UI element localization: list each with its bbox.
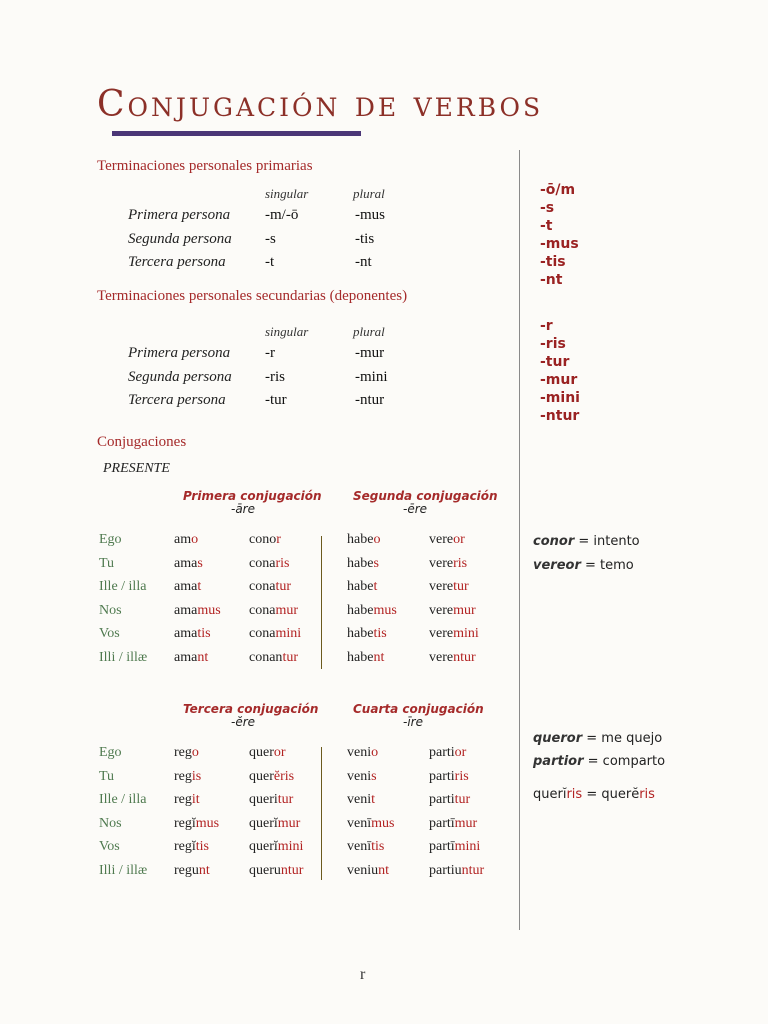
verb-form [174,626,211,642]
verb-ending: tis [197,626,211,641]
primary-plur-2: -tis [355,231,375,247]
right-secondary-ending: -ntur [540,408,580,424]
verb-ending: or [273,745,286,760]
verb-stem: querĭ [249,815,278,831]
right-secondary-ending: -mur [540,372,578,388]
right-secondary-ending: -r [540,318,553,334]
verb-ending: nt [378,862,389,878]
verb-form [347,556,379,572]
verb-ending: mini [454,839,481,854]
conj-1-title: Primera conjugación [183,489,322,503]
verb-stem: veniu [347,862,379,878]
verb-form [429,792,470,808]
verb-form [249,532,281,548]
verb-stem: cona [249,579,276,594]
conj-4-title: Cuarta conjugación [353,702,484,716]
secondary-person-2: Segunda persona [128,369,232,385]
verb-stem: ama [174,649,198,665]
note-term: conor [533,534,575,549]
verb-stem: venī [347,839,372,854]
verb-stem: cona [249,555,276,571]
verb-stem: partī [429,839,455,854]
note-equiv-a-ending: ris [566,787,583,802]
secondary-plural-header: plural [353,324,385,339]
note-equiv-b-stem: querĕ [601,787,640,802]
verb-form [429,745,466,761]
verb-ending: ntur [453,649,476,665]
secondary-sing-2: -ris [265,369,285,385]
verb-ending: nt [197,649,209,665]
verb-form [347,532,380,548]
verb-ending: mur [277,815,301,831]
verb-form [174,792,200,808]
verb-form [249,556,289,572]
verb-form [249,816,300,832]
verb-form [347,816,394,832]
verb-form [347,603,397,619]
verb-form [174,745,199,761]
verb-ending: r [276,532,281,547]
verb-form [174,839,209,855]
verb-stem: cono [249,532,277,547]
verb-ending: s [371,768,377,784]
conjugaciones-heading: Conjugaciones [97,434,187,450]
pronoun-label: Vos [99,839,120,854]
pronoun-label: Vos [99,626,120,641]
verb-form [429,769,469,785]
verb-stem: vere [429,649,454,665]
note-vereor [533,558,634,573]
secondary-sing-1: -r [265,345,275,361]
verb-ending: mus [371,815,395,831]
verb-stem: venī [347,815,372,831]
primary-sing-3: -t [265,254,275,270]
verb-stem: vere [429,555,454,571]
verb-ending: mur [275,602,298,618]
right-secondary-ending: -tur [540,354,570,370]
verb-form [347,863,389,879]
verb-form [174,579,201,595]
verb-stem: queri [249,792,278,807]
page-title: Conjugación de verbos [97,84,544,125]
column-divider [519,150,520,930]
verb-stem: parti [429,745,455,760]
verb-form [249,603,298,619]
primary-plur-3: -nt [355,254,372,270]
verb-stem: habe [347,649,374,665]
primary-sing-2: -s [265,231,276,247]
verb-form [249,650,298,666]
pronoun-label: Illi / illæ [99,649,148,665]
right-primary-ending: -s [540,200,555,216]
verb-ending: it [191,792,200,807]
note-equiv-sign: = [582,787,602,802]
verb-stem: cona [249,626,276,641]
note-equivalence [533,787,655,802]
verb-stem: partiu [429,862,462,878]
primary-plural-header: plural [353,186,385,201]
verb-stem: regĭ [174,815,196,831]
note-meaning: = temo [585,558,634,573]
verb-stem: veni [347,792,372,807]
primary-singular-header: singular [265,186,309,201]
verb-form [347,745,378,761]
verb-ending: tis [195,839,209,854]
verb-form [249,769,294,785]
pronoun-label: Illi / illæ [99,862,148,878]
verb-stem: habe [347,532,374,547]
verb-stem: habe [347,555,374,571]
verb-stem: veni [347,768,372,784]
verb-form [429,816,477,832]
note-term: vereor [533,558,581,573]
verb-ending: s [373,555,379,571]
verb-ending: mini [277,839,304,854]
primary-person-2: Segunda persona [128,231,232,247]
verb-form [249,792,293,808]
verb-ending: tis [371,839,385,854]
verb-ending: mur [453,602,476,618]
conj-2-suffix: -ēre [403,502,428,516]
verb-form [347,839,384,855]
verb-form [429,556,467,572]
secondary-plur-3: -ntur [355,392,385,408]
verb-ending: or [453,532,465,547]
note-meaning: = comparto [587,754,666,769]
secondary-person-1: Primera persona [128,345,231,361]
verb-stem: regĭ [174,839,196,854]
verb-stem: quer [249,745,274,760]
secondary-singular-header: singular [265,324,309,339]
note-partior [533,754,665,769]
verb-stem: cona [249,602,276,618]
verb-ending: mus [197,602,221,618]
verb-form [347,792,375,808]
verb-stem: ama [174,602,198,618]
note-queror [533,731,662,746]
verb-ending: ris [454,768,469,784]
verb-ending: o [371,745,379,760]
verb-ending: ntur [280,862,304,878]
conj-2-title: Segunda conjugación [353,489,498,503]
verb-stem: habe [347,626,374,641]
verb-form [249,745,286,761]
conj-3-suffix: -ĕre [231,715,256,729]
verb-ending: mus [373,602,397,618]
primary-person-3: Tercera persona [128,254,226,270]
verb-ending: o [191,745,199,760]
verb-ending: t [197,579,202,594]
verb-ending: mus [195,815,220,831]
verb-form [429,839,480,855]
verb-stem: queru [249,862,281,878]
verb-ending: tur [453,579,469,594]
verb-ending: is [191,768,202,784]
verb-form [174,556,203,572]
note-equiv-b-ending: ris [639,787,655,802]
verb-stem: reg [174,745,192,760]
verb-stem: veni [347,745,372,760]
verb-form [429,650,476,666]
primary-sing-1: -m/-ō [265,207,299,223]
verb-ending: ntur [461,862,485,878]
verb-stem: parti [429,768,455,784]
pronoun-label: Ille / illa [99,792,147,807]
verb-ending: tur [275,579,291,594]
secondary-endings-heading: Terminaciones personales secundarias (deponentes) [97,288,408,304]
right-primary-ending: -tis [540,254,566,270]
conj-4-suffix: -īre [403,715,423,729]
verb-stem: quer [249,768,274,784]
verb-stem: habe [347,602,374,618]
page-number: r [360,966,366,983]
verb-ending: ĕris [273,768,295,784]
verb-ending: nt [373,649,385,665]
right-secondary-ending: -ris [540,336,566,352]
verb-form [429,532,465,548]
note-meaning: = intento [578,534,640,549]
note-term: partior [533,754,584,769]
verb-ending: tur [282,649,298,665]
verb-ending: mur [454,815,478,831]
verb-ending: tur [277,792,294,807]
verb-form [347,769,377,785]
verb-stem: vere [429,532,454,547]
primary-person-1: Primera persona [128,207,231,223]
pronoun-label: Ille / illa [99,579,147,594]
verb-stem: querĭ [249,839,278,854]
verb-form [174,816,219,832]
verb-stem: ama [174,579,198,594]
note-term: queror [533,731,583,746]
verb-form [174,863,210,879]
verb-stem: vere [429,579,454,594]
verb-form [347,650,384,666]
verb-stem: ama [174,555,198,571]
verb-stem: regu [174,862,199,878]
verb-form [174,769,201,785]
primary-plur-1: -mus [355,207,385,223]
right-secondary-ending: -mini [540,390,580,406]
pronoun-label: Ego [99,745,122,760]
secondary-plur-2: -mini [355,369,388,385]
verb-stem: reg [174,792,192,807]
right-primary-ending: -t [540,218,553,234]
verb-ending: tis [373,626,387,641]
conj-1-suffix: -āre [231,502,255,516]
verb-form [249,579,291,595]
verb-form [249,863,303,879]
note-conor [533,534,640,549]
verb-form [174,532,198,548]
pronoun-label: Nos [99,602,122,618]
verb-stem: reg [174,768,192,784]
verb-form [249,839,303,855]
secondary-person-3: Tercera persona [128,392,226,408]
verb-form [347,579,377,595]
verb-stem: vere [429,626,454,641]
primary-endings-heading: Terminaciones personales primarias [97,158,313,174]
verb-form [429,863,484,879]
title-underline [112,131,361,136]
verb-stem: partī [429,815,455,831]
note-equiv-a-stem: querĭ [533,787,567,802]
table-1-divider [321,536,322,669]
verb-form [347,626,387,642]
verb-form [249,626,301,642]
pronoun-label: Tu [99,555,115,571]
verb-ending: nt [198,862,210,878]
conj-3-title: Tercera conjugación [183,702,319,716]
right-primary-ending: -ō/m [540,182,576,198]
verb-ending: t [373,579,378,594]
right-primary-ending: -nt [540,272,563,288]
presente-label: PRESENTE [103,461,170,476]
verb-ending: s [197,555,203,571]
verb-ending: or [454,745,467,760]
pronoun-label: Tu [99,768,115,784]
verb-stem: vere [429,602,454,618]
pronoun-label: Ego [99,532,122,547]
verb-ending: tur [454,792,471,807]
secondary-sing-3: -tur [265,392,287,408]
verb-form [429,603,476,619]
verb-ending: mini [453,626,479,641]
pronoun-label: Nos [99,815,122,831]
verb-stem: ama [174,626,198,641]
verb-ending: ris [453,555,468,571]
verb-ending: ris [275,555,290,571]
verb-form [429,579,469,595]
verb-stem: habe [347,579,374,594]
right-primary-ending: -mus [540,236,579,252]
verb-stem: parti [429,792,455,807]
table-2-divider [321,747,322,880]
verb-stem: conan [249,649,283,665]
verb-stem: am [174,532,192,547]
verb-ending: o [373,532,381,547]
verb-form [174,603,221,619]
note-meaning: = me quejo [586,731,663,746]
verb-form [174,650,208,666]
secondary-plur-1: -mur [355,345,385,361]
verb-ending: o [191,532,199,547]
verb-ending: mini [275,626,302,641]
verb-ending: t [371,792,375,807]
verb-form [429,626,479,642]
